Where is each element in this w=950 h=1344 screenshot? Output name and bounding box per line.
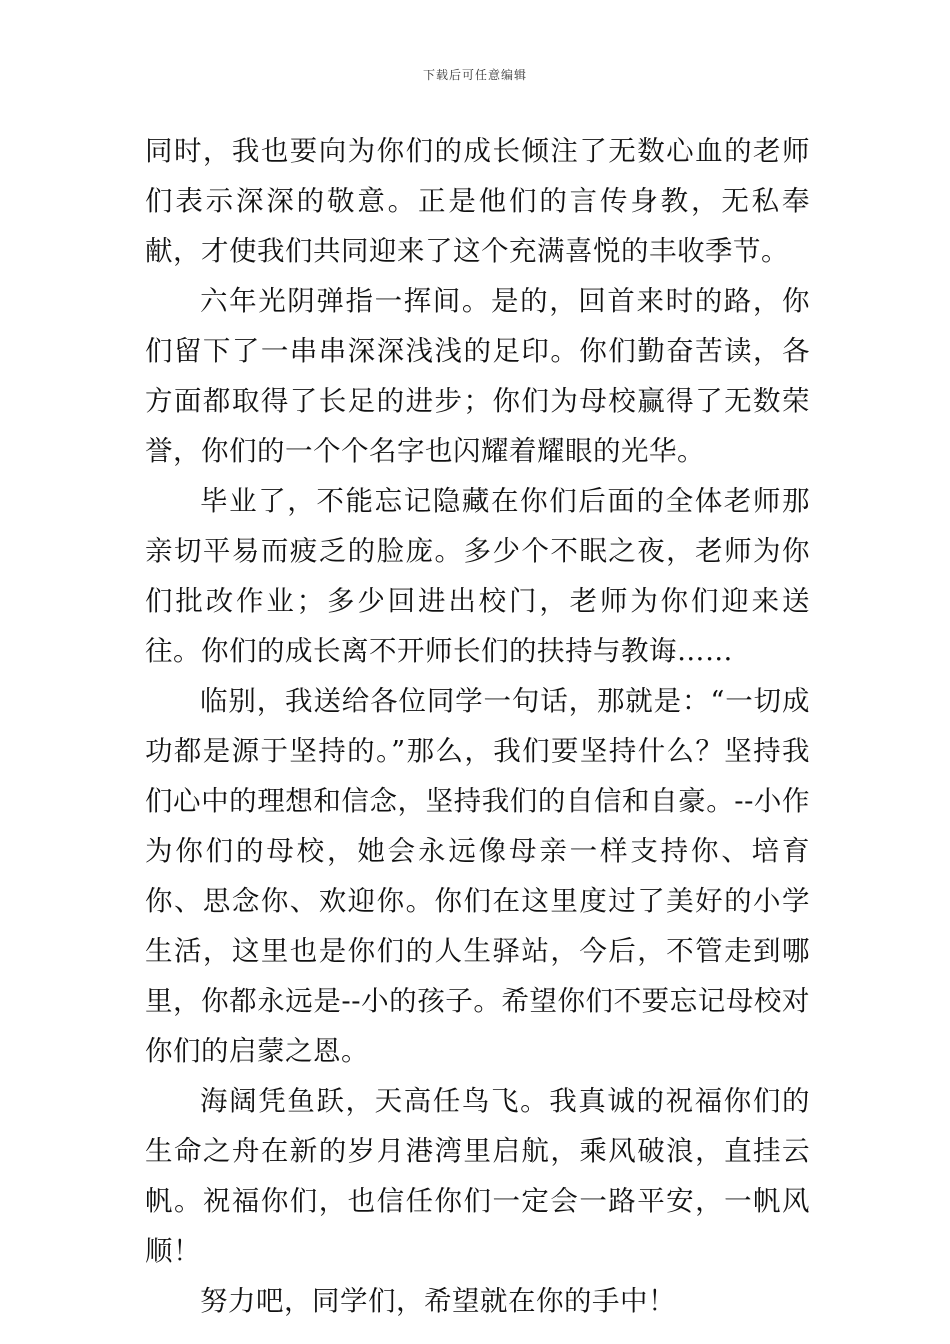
paragraph-3: 毕业了，不能忘记隐藏在你们后面的全体老师那亲切平易而疲乏的脸庞。多少个不眠之夜，老师为你们批改作业；多少回进出校门，老师为你们迎来送往。你们的成长离不开师长们的扶持与教诲…… [145, 485, 810, 667]
paragraph-1: 同时，我也要向为你们的成长倾注了无数心血的老师们表示深深的敬意。正是他们的言传身教，无私奉献，才使我们共同迎来了这个充满喜悦的丰收季节。 [145, 135, 810, 267]
paragraph-6: 努力吧，同学们，希望就在你的手中！ [200, 1285, 676, 1317]
paragraph-2: 六年光阴弹指一挥间。是的，回首来时的路，你们留下了一串串深深浅浅的足印。你们勤奋苦读，各方面都取得了长足的进步；你们为母校赢得了无数荣誉，你们的一个个名字也闪耀着耀眼的光华。 [145, 285, 810, 467]
paragraph-4: 临别，我送给各位同学一句话，那就是：“一切成功都是源于坚持的。”那么，我们要坚持什么？坚持我们心中的理想和信念，坚持我们的自信和自豪。--小作为你们的母校，她会永远像母亲一样支持你、培育你、思念你、欢迎你。你们在这里度过了美好的小学生活，这里也是你们的人生驿站，今后，不管走到哪里，你都永远是--小的孩子。希望你们不要忘记母校对你们的启蒙之恩。 [145, 685, 810, 1067]
document-body [145, 126, 810, 1326]
paragraph-5: 海阔凭鱼跃，天高任鸟飞。我真诚的祝福你们的生命之舟在新的岁月港湾里启航，乘风破浪，直挂云帆。祝福你们，也信任你们一定会一路平安，一帆风顺！ [145, 1085, 810, 1267]
page-header: 下载后可任意编辑 [422, 68, 527, 82]
